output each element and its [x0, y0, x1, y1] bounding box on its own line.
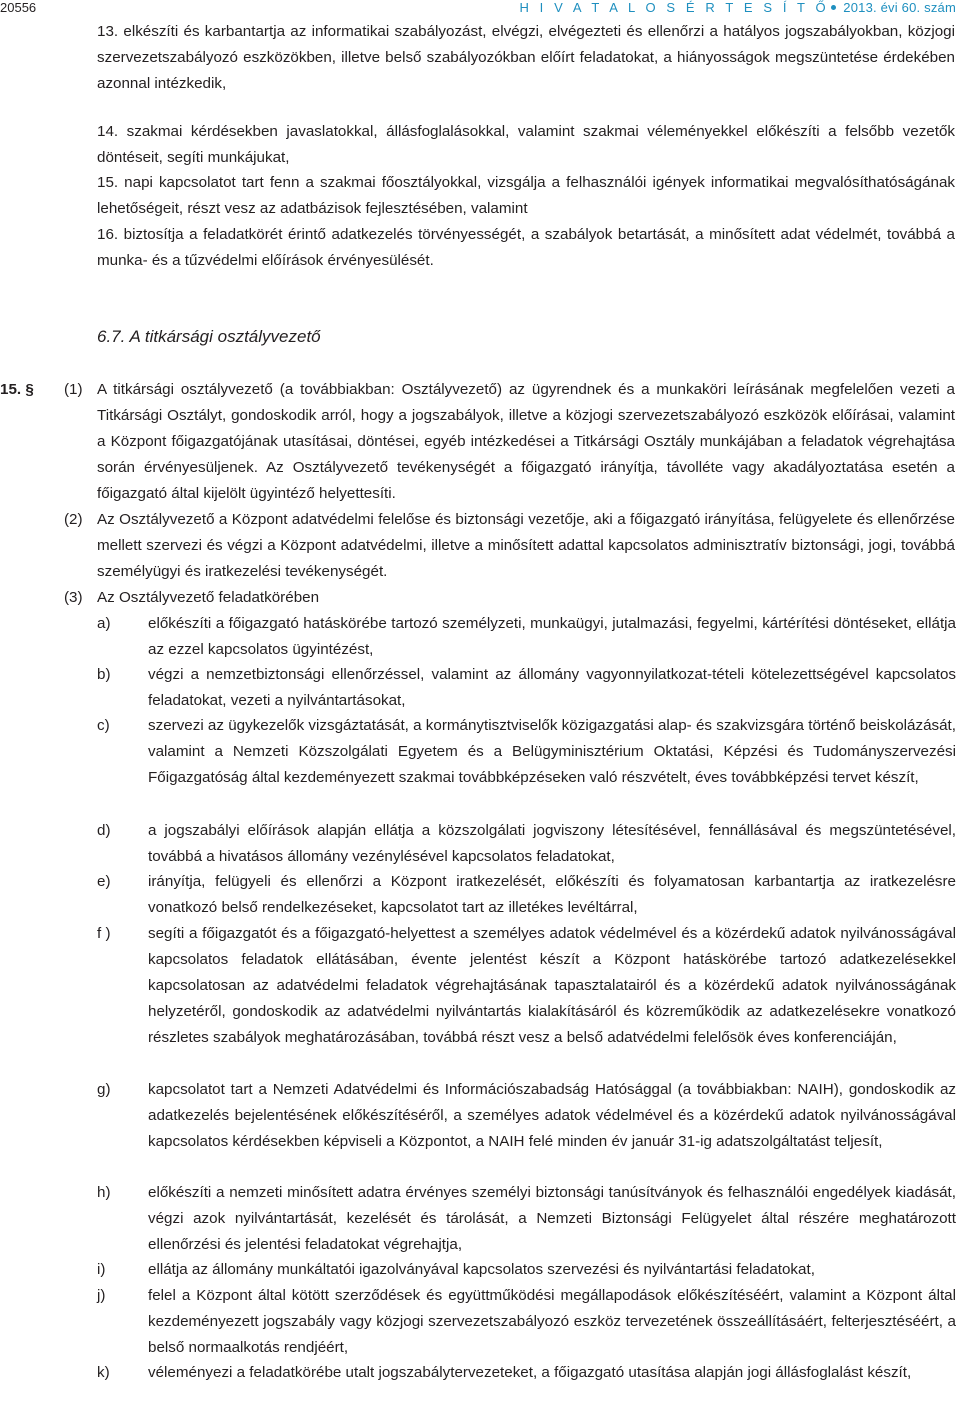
section-heading: 6.7. A titkársági osztályvezető: [97, 327, 321, 346]
list-item-j: felel a Központ által kötött szerződések és együttműködési megállapodások előkészítéséért, valamint a Központ által kezdeményezett jogszabály vagy közjogi szervezetszabályozó eszköz tervezetének összeállításáért, felterjesztéséért, a belső normaalkotás rendjéért,: [148, 1287, 956, 1356]
list-item-a: előkészíti a főigazgató hatáskörébe tartozó személyzeti, munkaügyi, jutalmazási, fegyelmi, kártérítési döntéseket, ellátja az ezzel kapcsolatos ügyintézést,: [148, 615, 956, 658]
list-item-label: i): [97, 1261, 106, 1278]
paragraph-number: (2): [64, 511, 83, 528]
list-item-h: előkészíti a nemzeti minősített adatra érvényes személyi biztonsági tanúsítványok és felhasználói engedélyek kiadását, végzi azok nyilvántartását, kezelését és tárolását, a Nemzeti Biztonsági Felügyelet által részére meghatározott ellenőrzési és jelentési feladatokat végrehajtja,: [148, 1184, 956, 1253]
paragraph-1: A titkársági osztályvezető (a továbbiakban: Osztályvezető) az ügyrendnek és a munkaköri leírásának megfelelően vezeti a Titkársági Osztályt, gondoskodik arról, hogy a jogszabályok, illetve a közjogi szervezetszabályozó eszközök előírásai, valamint a Központ főigazgatójának utasításai, döntései, egyéb intézkedései a Titkársági Osztály munkájában a feladatok végrehajtása során érvényesüljenek. Az Osztályvezető tevékenységét a főigazgató irányítja, távolléte vagy akadályoztatása esetén a főigazgató által kijelölt ügyintéző helyettesíti.: [97, 381, 955, 502]
item-16: 16. biztosítja a feladatkörét érintő adatkezelés törvényességét, a szabályok betartását, a minősített adat védelmét, továbbá a munka- és a tűzvédelmi előírások érvényesülését.: [97, 226, 955, 269]
list-item-d: a jogszabályi előírások alapján ellátja a közszolgálati jogviszony létesítésével, fennállásával és megszüntetésével, továbbá a hivatásos állomány vezénylésével kapcsolatos feladatokat,: [148, 822, 956, 865]
paragraph-number: (3): [64, 589, 83, 606]
list-item-label: b): [97, 666, 111, 683]
bullet-icon: [831, 5, 836, 10]
issue-label: 2013. évi 60. szám: [843, 0, 956, 15]
journal-title: H I V A T A L O S É R T E S Í T Ő: [519, 0, 830, 15]
item-15: 15. napi kapcsolatot tart fenn a szakmai főosztályokkal, vizsgálja a felhasználói igények informatikai megvalósíthatóságának lehetőségeit, részt vesz az adatbázisok fejlesztésében, valamint: [97, 174, 955, 217]
page-number: 20556: [0, 0, 37, 15]
running-header: [519, 0, 956, 15]
item-13: 13. elkészíti és karbantartja az informatikai szabályozást, elvégzi, elvégezteti és ellenőrzi a hatályos jogszabályokban, közjogi szervezetszabályozó eszközökben, illetve belső szabályozókban előírt feladatokat, a hiányosságok megszüntetése érdekében azonnal intézkedik,: [97, 23, 955, 92]
list-item-label: j): [97, 1287, 106, 1304]
list-item-label: h): [97, 1184, 111, 1201]
paragraph-number: (1): [64, 381, 83, 398]
list-item-label: a): [97, 615, 111, 632]
list-item-b: végzi a nemzetbiztonsági ellenőrzéssel, valamint az állomány vagyonnyilatkozat-tételi kötelezettségével kapcsolatos feladatokat, vezeti a nyilvántartásokat,: [148, 666, 956, 709]
list-item-c: szervezi az ügykezelők vizsgáztatását, a kormánytisztviselők közigazgatási alap- és szakvizsgára történő beiskolázását, valamint a Nemzeti Közszolgálati Egyetem és a Belügyminisztérium Oktatási, Képzési és Tudományszervezési Főigazgatóság által kezdeményezett szakmai továbbképzéseken való részvételt, éves továbbképzési tervet készít,: [148, 717, 956, 786]
list-item-g: kapcsolatot tart a Nemzeti Adatvédelmi és Információszabadság Hatósággal (a továbbiakban: NAIH), gondoskodik az adatkezelés bejelentésének előkészítéséről, a személyes adatok védelmével és a közérdekű adatok nyilvánosságával kapcsolatos kérdésekben képviseli a Központot, a NAIH felé minden év január 31-ig adatszolgáltatást teljesít,: [148, 1081, 956, 1150]
list-item-label: k): [97, 1364, 110, 1381]
section-label: 15. §: [0, 381, 34, 398]
list-item-label: g): [97, 1081, 111, 1098]
list-item-f: segíti a főigazgatót és a főigazgató-helyettest a személyes adatok védelmével és a közérdekű adatok nyilvánosságával kapcsolatos feladatok ellátásában, évente jelentést készít a Központ hatáskörébe tartozó adatkezelésekkel kapcsolatosan az adatvédelmi feladatok végrehajtásának tapasztalatairól és a közérdekű adatok nyilvánosságának helyzetéről, gondoskodik az adatvédelmi nyilvántartás kialakításáról és közreműködik az adatkezelésekre vonatkozó részletes szabályok meghatározásában, továbbá részt vesz a belső adatvédelmi felelősök éves konferenciáján,: [148, 925, 956, 1046]
list-item-label: c): [97, 717, 110, 734]
paragraph-2: Az Osztályvezető a Központ adatvédelmi felelőse és biztonsági vezetője, aki a főigazgató irányítása, felügyelete és ellenőrzése mellett szervezi és végzi a Központ adatvédelmi, illetve a minősített adattal kapcsolatos adminisztratív biztonsági, jogi, továbbá személyügyi és iratkezelési tevékenységét.: [97, 511, 955, 580]
list-item-label: e): [97, 873, 111, 890]
list-item-i: ellátja az állomány munkáltatói igazolványával kapcsolatos szervezési és nyilvántartási feladatokat,: [148, 1261, 815, 1278]
list-item-e: irányítja, felügyeli és ellenőrzi a Központ iratkezelését, előkészíti és folyamatosan karbantartja az iratkezelésre vonatkozó belső rendelkezéseket, kapcsolatot tart az illetékes levéltárral,: [148, 873, 956, 916]
paragraph-3: Az Osztályvezető feladatkörében: [97, 589, 320, 606]
list-item-label: f ): [97, 925, 111, 942]
list-item-k: véleményezi a feladatkörébe utalt jogszabálytervezeteket, a főigazgató utasítása alapján jogi állásfoglalást készít,: [148, 1364, 912, 1381]
list-item-label: d): [97, 822, 111, 839]
item-14: 14. szakmai kérdésekben javaslatokkal, állásfoglalásokkal, valamint szakmai véleményekkel előkészíti a felsőbb vezetők döntéseit, segíti munkájukat,: [97, 123, 955, 166]
